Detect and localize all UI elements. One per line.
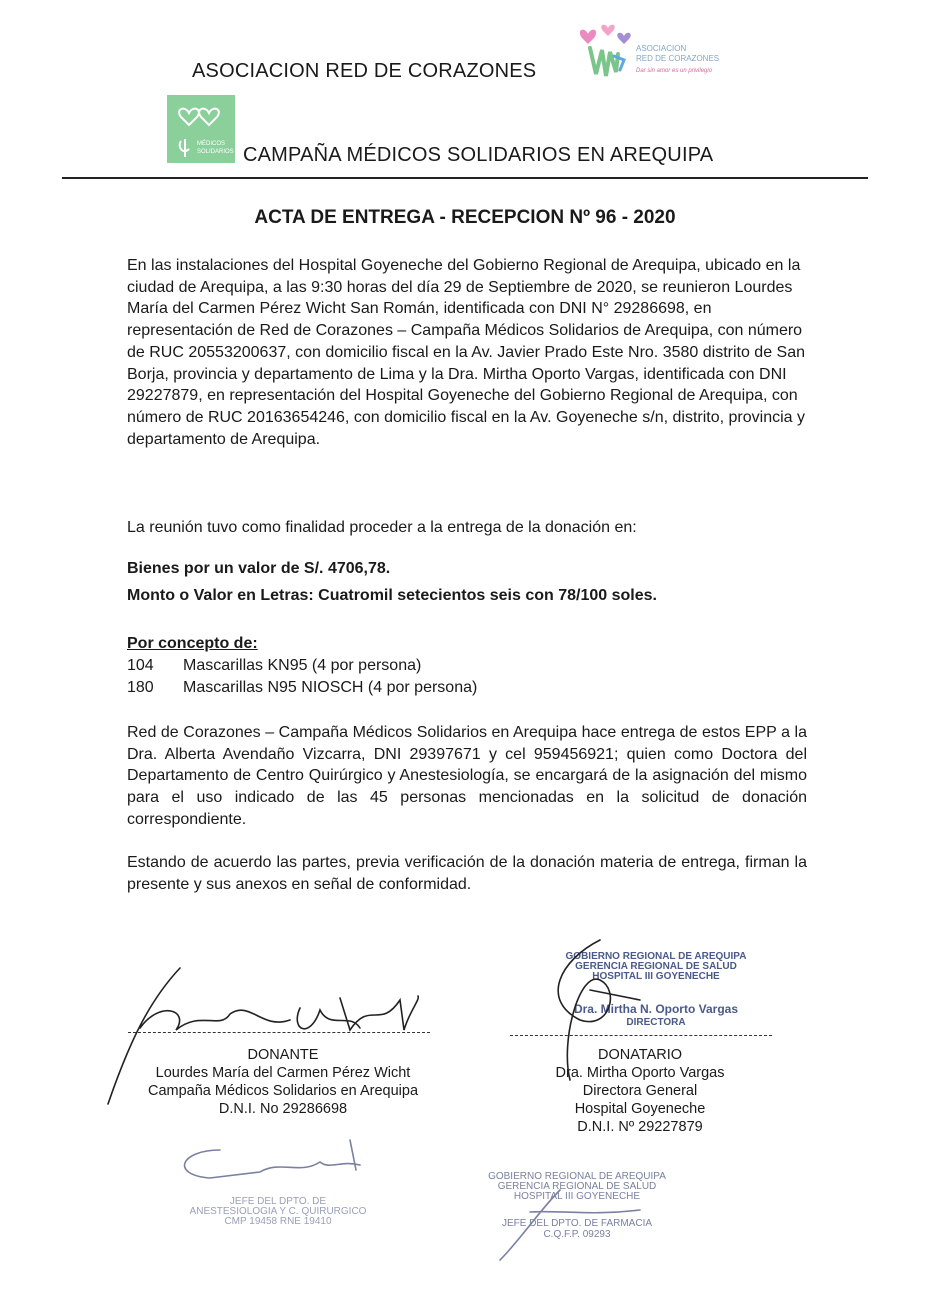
recipient-signature-block [500,1046,780,1136]
donor-org: Campaña Médicos Solidarios en Arequipa [147,1083,419,1099]
concept-heading: Por concepto de: [127,635,258,652]
stamp-line: C.Q.F.P. 09293 [543,1229,611,1240]
stamp-line: JEFE DEL DPTO. DE FARMACIA [501,1218,653,1229]
stamp-line: HOSPITAL III GOYENECHE [592,971,720,982]
pharmacy-stamp-footer [462,1218,692,1240]
recipient-org: Hospital Goyeneche [574,1101,706,1117]
medicos-solidarios-logo [167,95,235,163]
paragraph-delivery: Red de Corazones – Campaña Médicos Solidarios en Arequipa hace entrega de estos EPP a la Dra. Alberta Avendaño Vizcarra, DNI 29397671 y cel 959456921; quien como Doctora del Departamento de Centro Quirúrgico y Anestesiología, se encargará de la asignación del mismo para el uso indicado de las 45 personas mencionadas en la solicitud de donación correspondiente. [127,724,807,828]
campaign-title: CAMPAÑA MÉDICOS SOLIDARIOS EN AREQUIPA [243,144,714,166]
director-stamp-header [546,952,766,982]
logo-tagline: Dar sin amor es un privilegio [636,68,713,74]
list-item [127,657,421,675]
recipient-dni: D.N.I. Nº 29227879 [577,1119,703,1135]
item-description: Mascarillas KN95 (4 por persona) [183,657,422,674]
organization-name: ASOCIACION RED DE CORAZONES [192,60,537,82]
recipient-name: Dra. Mirtha Oporto Vargas [555,1065,725,1081]
recipient-signature-line [510,1035,772,1036]
logo-text-red: RED DE CORAZONES [636,54,720,63]
logo-green-text-2: SOLIDARIOS [197,149,234,155]
list-item [127,679,477,697]
director-stamp-title: DIRECTORA [626,1017,686,1028]
donor-signature-line [128,1032,430,1033]
logo-text-association: ASOCIACION [636,44,687,53]
header-divider [62,177,868,179]
stamp-line: GOBIERNO REGIONAL DE AREQUIPA [488,1171,666,1182]
paragraph-agreement: Estando de acuerdo las partes, previa verificación de la donación materia de entrega, firman la presente y sus anexos en señal de conformidad. [127,854,807,893]
donation-value: Bienes por un valor de S/. 4706,78. [127,560,391,577]
stamp-line: GERENCIA REGIONAL DE SALUD [575,961,737,972]
donation-value-letters: Monto o Valor en Letras: Cuatromil setecientos seis con 78/100 soles. [127,587,657,604]
recipient-role: DONATARIO [597,1047,683,1063]
stamp-line: GERENCIA REGIONAL DE SALUD [497,1181,657,1192]
paragraph-meeting: En las instalaciones del Hospital Goyeneche del Gobierno Regional de Arequipa, ubicado en la ciudad de Arequipa, a las 9:30 horas del día 29 de Septiembre de 2020, se reunieron Lourdes María del Carmen Pérez Wicht San Román, identificada con DNI N° 29286698, en representación de Red de Corazones – Campaña Médicos Solidarios de Arequipa, con número de RUC 20553200637, con domicilio fiscal en la Av. Javier Prado Este Nro. 3580 distrito de San Borja, provincia y departamento de Lima y la Dra. Mirtha Oporto Vargas, identificada con DNI 29227879, en representación del Hospital Goyeneche del Gobierno Regional de Arequipa, con número de RUC 20163654246, con domicilio fiscal en la Av. Goyeneche s/n, distrito, provincia y departamento de Arequipa. [127,257,806,448]
stamp-line: JEFE DEL DPTO. DE [229,1196,327,1207]
donor-role: DONANTE [247,1047,319,1063]
doctor-signature [185,1140,360,1178]
stamp-line: HOSPITAL III GOYENECHE [513,1191,641,1202]
donor-name: Lourdes María del Carmen Pérez Wicht [155,1065,411,1081]
logo-green-text-1: MÉDICOS [197,141,226,147]
item-description: Mascarillas N95 NIOSCH (4 por persona) [183,679,478,696]
doctor-stamp [168,1197,388,1227]
hearts-hands-icon [574,20,636,82]
donor-dni: D.N.I. No 29286698 [218,1101,348,1117]
item-quantity: 180 [127,679,154,696]
stamp-line: CMP 19458 RNE 19410 [224,1216,332,1227]
stamp-line: GOBIERNO REGIONAL DE AREQUIPA [565,951,747,962]
recipient-title: Directora General [582,1083,698,1099]
director-stamp-name: Dra. Mirtha N. Oporto Vargas [573,1002,739,1016]
item-quantity: 104 [127,657,154,674]
document-title: ACTA DE ENTREGA - RECEPCION Nº 96 - 2020 [254,207,676,228]
stamp-line: ANESTESIOLOGIA Y C. QUIRURGICO [189,1206,367,1217]
red-de-corazones-logo [574,20,734,82]
paragraph-purpose: La reunión tuvo como finalidad proceder a la entrega de la donación en: [127,519,637,536]
donor-signature-block [118,1046,448,1118]
pharmacy-stamp-header [462,1172,692,1202]
